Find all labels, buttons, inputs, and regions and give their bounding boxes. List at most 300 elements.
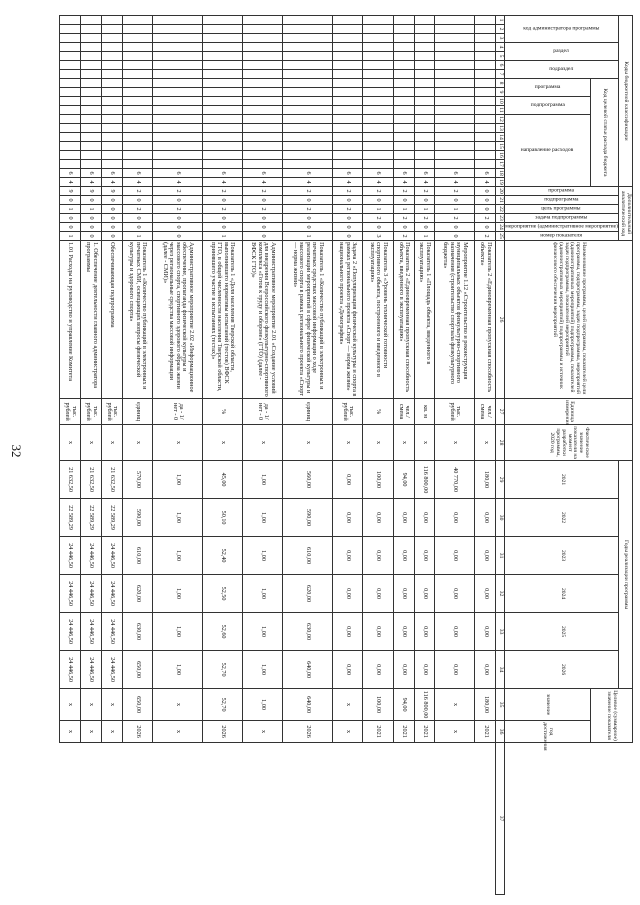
- table-row: [414, 16, 435, 895]
- code-cell: [202, 79, 242, 88]
- code-cell: [122, 88, 152, 97]
- code-cell: [122, 151, 152, 160]
- code-cell: [81, 142, 102, 151]
- table-row: [283, 16, 333, 895]
- row-year-value: 0,00: [475, 575, 496, 613]
- code-cell: [60, 79, 81, 88]
- row-actual: x: [202, 425, 242, 461]
- code-cell: [475, 43, 496, 52]
- table-row: [101, 16, 122, 895]
- code-cell: [332, 70, 362, 79]
- code-cell: 2: [435, 187, 475, 196]
- col-number: 25: [496, 232, 505, 241]
- row-year-value: 1,00: [153, 537, 203, 575]
- code-cell: [153, 34, 203, 43]
- code-cell: [243, 70, 283, 79]
- code-cell: [435, 97, 475, 106]
- code-cell: 0: [363, 196, 393, 205]
- code-cell: [243, 79, 283, 88]
- code-cell: [81, 43, 102, 52]
- code-cell: [153, 133, 203, 142]
- code-cell: [122, 61, 152, 70]
- row-year-value: 0,00: [475, 499, 496, 537]
- row-target-year: x: [435, 721, 475, 743]
- code-cell: 0: [81, 214, 102, 223]
- code-cell: [122, 160, 152, 169]
- row-unit: тыс. рублей: [81, 399, 102, 425]
- code-cell: [475, 61, 496, 70]
- row-year-value: 52,70: [202, 651, 242, 689]
- code-cell: [393, 79, 414, 88]
- code-cell: [435, 151, 475, 160]
- code-cell: [60, 61, 81, 70]
- code-cell: [101, 142, 122, 151]
- code-cell: [243, 151, 283, 160]
- code-cell: [332, 115, 362, 124]
- code-cell: [81, 52, 102, 61]
- code-cell: [332, 16, 362, 25]
- code-cell: [393, 61, 414, 70]
- row-year-value: 24 446,50: [101, 537, 122, 575]
- header-unit: Единица измерения: [505, 399, 633, 425]
- code-cell: 2: [283, 205, 333, 214]
- code-cell: [101, 70, 122, 79]
- row-year-value: 0,00: [363, 499, 393, 537]
- code-cell: [101, 79, 122, 88]
- code-cell: [202, 88, 242, 97]
- row-name: Показатель 2 «Единовременная пропускная способность объекта, введенного в эксплуатацию»: [393, 241, 414, 399]
- row-year-value: 0,00: [393, 537, 414, 575]
- code-cell: [475, 106, 496, 115]
- row-year-value: 21 632,50: [101, 461, 122, 499]
- row-year-value: 0,00: [363, 613, 393, 651]
- header-add-indicator: номер показателя: [505, 232, 619, 241]
- row-target-year: x: [101, 721, 122, 743]
- col-number: 34: [496, 651, 505, 689]
- row-year-value: 0,00: [435, 651, 475, 689]
- col-number: 15: [496, 142, 505, 151]
- code-cell: [243, 61, 283, 70]
- code-cell: [101, 97, 122, 106]
- code-cell: 2: [153, 205, 203, 214]
- code-cell: 2: [414, 214, 435, 223]
- row-year-value: 24 446,50: [60, 651, 81, 689]
- code-cell: 6: [475, 169, 496, 178]
- header-year-2023: 2023: [505, 537, 619, 575]
- code-cell: [283, 70, 333, 79]
- code-cell: 0: [243, 223, 283, 232]
- code-cell: [153, 16, 203, 25]
- header-target-year: год достижения: [505, 721, 590, 743]
- code-cell: [101, 43, 122, 52]
- code-cell: [60, 97, 81, 106]
- row-name: Показатель 3 «Уровень технической готовности спортивного объекта, построенного и введенного в эксплуатацию»: [363, 241, 393, 399]
- code-cell: [243, 25, 283, 34]
- table-row: [363, 16, 393, 895]
- row-target-value: x: [60, 689, 81, 721]
- code-cell: [202, 106, 242, 115]
- code-cell: [122, 115, 152, 124]
- code-cell: [81, 61, 102, 70]
- code-cell: [283, 79, 333, 88]
- code-cell: 2: [414, 187, 435, 196]
- row-year-value: 24 446,50: [81, 651, 102, 689]
- program-table-sheet: [64, 15, 633, 895]
- code-cell: [332, 34, 362, 43]
- code-cell: [60, 151, 81, 160]
- row-unit: чел./смена: [393, 399, 414, 425]
- header-year-2026: 2026: [505, 651, 619, 689]
- row-actual: x: [153, 425, 203, 461]
- code-cell: 6: [153, 169, 203, 178]
- code-cell: 0: [435, 223, 475, 232]
- code-cell: [60, 142, 81, 151]
- code-cell: [60, 25, 81, 34]
- code-cell: 9: [81, 187, 102, 196]
- code-cell: 0: [122, 196, 152, 205]
- row-year-value: 570,00: [122, 461, 152, 499]
- code-cell: [332, 124, 362, 133]
- code-cell: 6: [243, 169, 283, 178]
- row-year-value: 0,00: [414, 575, 435, 613]
- col-number: 30: [496, 499, 505, 537]
- code-cell: [101, 52, 122, 61]
- code-cell: 0: [81, 223, 102, 232]
- col-number: 23: [496, 214, 505, 223]
- code-cell: [81, 25, 102, 34]
- code-cell: [332, 142, 362, 151]
- row-year-value: 0,00: [475, 537, 496, 575]
- header-add-event: мероприятие (административное мероприятие): [505, 223, 619, 232]
- code-cell: [435, 133, 475, 142]
- code-cell: [101, 160, 122, 169]
- code-cell: [243, 160, 283, 169]
- code-cell: 6: [414, 169, 435, 178]
- row-target-value: x: [332, 689, 362, 721]
- code-cell: [283, 34, 333, 43]
- code-cell: [153, 124, 203, 133]
- code-cell: [243, 106, 283, 115]
- code-cell: [202, 160, 242, 169]
- code-cell: [332, 133, 362, 142]
- row-actual: x: [363, 425, 393, 461]
- row-name: 1.01 Расходы на руководство и управление Комитета: [60, 241, 81, 399]
- code-cell: [60, 106, 81, 115]
- row-year-value: 52,60: [202, 613, 242, 651]
- code-cell: 1: [60, 232, 81, 241]
- row-target-value: x: [101, 689, 122, 721]
- code-cell: [243, 115, 283, 124]
- code-cell: [363, 142, 393, 151]
- header-col-subprogram: подпрограмма: [505, 97, 590, 115]
- col-number: 35: [496, 689, 505, 721]
- code-cell: 0: [153, 196, 203, 205]
- code-cell: 0: [101, 205, 122, 214]
- code-cell: [101, 115, 122, 124]
- code-cell: [153, 151, 203, 160]
- header-target-article: Код целевой статьи расхода бюджета: [590, 79, 618, 187]
- row-target-year: 2021: [393, 721, 414, 743]
- code-cell: [101, 151, 122, 160]
- code-cell: 1: [435, 205, 475, 214]
- code-cell: 0: [393, 196, 414, 205]
- code-cell: 4: [414, 178, 435, 187]
- code-cell: [435, 52, 475, 61]
- code-cell: [153, 142, 203, 151]
- code-cell: [283, 97, 333, 106]
- col-number: 2: [496, 25, 505, 34]
- code-cell: [435, 61, 475, 70]
- row-year-value: 21 632,50: [60, 461, 81, 499]
- row-target-year: 2021: [475, 721, 496, 743]
- row-name: Показатель 2 «Единовременная пропускная способность объекта»: [475, 241, 496, 399]
- row-year-value: 560,00: [283, 461, 333, 499]
- code-cell: 6: [81, 169, 102, 178]
- row-year-value: 0,00: [414, 499, 435, 537]
- code-cell: [202, 151, 242, 160]
- code-cell: [283, 25, 333, 34]
- code-cell: 0: [101, 223, 122, 232]
- row-year-value: 590,00: [283, 499, 333, 537]
- code-cell: [122, 16, 152, 25]
- row-actual: x: [435, 425, 475, 461]
- row-year-value: 22 589,29: [60, 499, 81, 537]
- code-cell: 6: [332, 169, 362, 178]
- code-cell: [435, 88, 475, 97]
- header-year-2021: 2021: [505, 461, 619, 499]
- code-cell: [435, 115, 475, 124]
- code-cell: 0: [81, 196, 102, 205]
- code-cell: [202, 25, 242, 34]
- row-name: Административное мероприятие 2.01 «Создание условий для внедрения Всероссийского физкультурно-спортивного комплекса «Готов к труду и обороне» (ГТО) (далее - ВФСК ГТО)»: [243, 241, 283, 399]
- code-cell: 6: [122, 169, 152, 178]
- code-cell: [81, 97, 102, 106]
- code-cell: 0: [122, 214, 152, 223]
- code-cell: [414, 43, 435, 52]
- code-cell: [363, 88, 393, 97]
- code-cell: 1: [283, 232, 333, 241]
- code-cell: [122, 70, 152, 79]
- code-cell: [81, 115, 102, 124]
- code-cell: [122, 34, 152, 43]
- code-cell: [153, 25, 203, 34]
- header-col-admin: код администратора программы: [505, 16, 619, 43]
- code-cell: 6: [202, 169, 242, 178]
- code-cell: 4: [363, 178, 393, 187]
- row-unit: да - 1/ нет - 0: [153, 399, 203, 425]
- code-cell: 0: [332, 214, 362, 223]
- code-cell: [81, 124, 102, 133]
- code-cell: 1: [414, 232, 435, 241]
- code-cell: 2: [363, 187, 393, 196]
- code-cell: 4: [332, 178, 362, 187]
- code-cell: [414, 61, 435, 70]
- code-cell: [475, 88, 496, 97]
- code-cell: 2: [363, 214, 393, 223]
- code-cell: 2: [122, 205, 152, 214]
- header-name: Наименование программы, целей программы, показателей цели программы, подпрограммы, задач подпрограммы, мероприятий (административных мероприятий) подпрограммы, показателей задач подпрограммы, показателей мероприятий (административных мероприятий) подпрограммы и источник финансового обеспечения мероприятий: [505, 241, 633, 399]
- row-year-value: 650,00: [122, 651, 152, 689]
- code-cell: [414, 52, 435, 61]
- row-year-value: 0,00: [414, 613, 435, 651]
- code-cell: [393, 106, 414, 115]
- code-cell: 6: [363, 169, 393, 178]
- col-number: 6: [496, 61, 505, 70]
- code-cell: [475, 97, 496, 106]
- code-cell: 1: [414, 205, 435, 214]
- code-cell: [202, 133, 242, 142]
- header-add-program: программа: [505, 187, 619, 196]
- code-cell: 9: [101, 187, 122, 196]
- header-actual: Фактическое значение показателя на момент разработки программы, 2020 год: [505, 425, 633, 461]
- row-year-value: 0,00: [475, 651, 496, 689]
- code-cell: 0: [101, 214, 122, 223]
- code-cell: [363, 52, 393, 61]
- code-cell: [393, 25, 414, 34]
- code-cell: 0: [243, 196, 283, 205]
- code-cell: [332, 88, 362, 97]
- row-actual: x: [60, 425, 81, 461]
- row-year-value: 0,00: [363, 651, 393, 689]
- row-target-value: 116 800,00: [414, 689, 435, 721]
- row-year-value: 52,50: [202, 575, 242, 613]
- code-cell: 0: [243, 214, 283, 223]
- row-actual: x: [283, 425, 333, 461]
- code-cell: [153, 79, 203, 88]
- row-unit: тыс. рублей: [101, 399, 122, 425]
- code-cell: [414, 124, 435, 133]
- code-cell: 2: [393, 232, 414, 241]
- code-cell: [332, 160, 362, 169]
- row-year-value: 0,00: [363, 537, 393, 575]
- code-cell: [283, 115, 333, 124]
- row-name: Показатель 1 «Количество публикаций в электронных и печатных СМИ, освещающих вопросы физической культуры и здорового спорта»: [122, 241, 152, 399]
- col-number: 10: [496, 97, 505, 106]
- row-year-value: 0,00: [435, 613, 475, 651]
- table-row: [393, 16, 414, 895]
- code-cell: [475, 70, 496, 79]
- code-cell: [363, 43, 393, 52]
- row-year-value: 630,00: [283, 613, 333, 651]
- code-cell: [153, 160, 203, 169]
- row-actual: x: [393, 425, 414, 461]
- row-name: Обеспечивающая подпрограмма: [101, 241, 122, 399]
- code-cell: 2: [475, 214, 496, 223]
- row-year-value: 24 446,50: [81, 575, 102, 613]
- row-year-value: 24 446,50: [81, 537, 102, 575]
- row-unit: %: [363, 399, 393, 425]
- row-year-value: 0,00: [393, 575, 414, 613]
- code-cell: [414, 142, 435, 151]
- col-number: 17: [496, 160, 505, 169]
- code-cell: [122, 25, 152, 34]
- row-name: Задача 2 «Популяризация физической культуры и спорта в рамках регионального проекта «Спорт — норма жизни» национального проекта «Демография»: [332, 241, 362, 399]
- row-year-value: 0,00: [332, 613, 362, 651]
- code-cell: [475, 34, 496, 43]
- code-cell: [243, 133, 283, 142]
- row-year-value: 1,00: [243, 461, 283, 499]
- code-cell: 0: [332, 232, 362, 241]
- header-add-subprogram: подпрограмма: [505, 196, 619, 205]
- code-cell: 4: [153, 178, 203, 187]
- code-cell: [283, 142, 333, 151]
- code-cell: [363, 106, 393, 115]
- code-cell: [60, 43, 81, 52]
- code-cell: 1: [60, 205, 81, 214]
- code-cell: 1: [363, 205, 393, 214]
- code-cell: [475, 52, 496, 61]
- code-cell: [475, 79, 496, 88]
- row-year-value: 0,00: [332, 499, 362, 537]
- row-year-value: 24 446,50: [101, 575, 122, 613]
- header-col-direction: направление расходов: [505, 115, 590, 187]
- code-cell: [393, 88, 414, 97]
- row-year-value: 22 589,29: [81, 499, 102, 537]
- code-cell: 0: [393, 223, 414, 232]
- row-year-value: 0,00: [435, 575, 475, 613]
- code-cell: [283, 88, 333, 97]
- code-cell: [101, 25, 122, 34]
- col-number: 33: [496, 613, 505, 651]
- code-cell: 2: [393, 187, 414, 196]
- code-cell: [81, 151, 102, 160]
- code-cell: [393, 151, 414, 160]
- code-cell: 2: [475, 232, 496, 241]
- row-year-value: 0,00: [393, 499, 414, 537]
- code-cell: 4: [393, 178, 414, 187]
- code-cell: [101, 133, 122, 142]
- row-target-year: x: [81, 721, 102, 743]
- col-number: 7: [496, 70, 505, 79]
- col-number: 37: [496, 743, 505, 895]
- code-cell: [363, 97, 393, 106]
- row-target-year: x: [60, 721, 81, 743]
- col-number: 24: [496, 223, 505, 232]
- code-cell: [393, 133, 414, 142]
- code-cell: [414, 97, 435, 106]
- row-year-value: 22 589,29: [101, 499, 122, 537]
- row-year-value: 620,00: [283, 575, 333, 613]
- code-cell: 6: [283, 169, 333, 178]
- col-number: 16: [496, 151, 505, 160]
- table-body: [60, 16, 496, 895]
- code-cell: [243, 97, 283, 106]
- header-add-goal: цель программы: [505, 205, 619, 214]
- code-cell: [202, 142, 242, 151]
- row-year-value: 0,00: [475, 613, 496, 651]
- code-cell: 4: [283, 178, 333, 187]
- code-cell: 2: [202, 205, 242, 214]
- code-cell: 0: [202, 196, 242, 205]
- code-cell: 0: [243, 232, 283, 241]
- row-target-value: 52,70: [202, 689, 242, 721]
- code-cell: [153, 52, 203, 61]
- code-cell: 4: [243, 178, 283, 187]
- code-cell: [332, 52, 362, 61]
- code-cell: [202, 34, 242, 43]
- col-number: 1: [496, 16, 505, 25]
- code-cell: 1: [122, 232, 152, 241]
- code-cell: [414, 115, 435, 124]
- code-cell: [332, 61, 362, 70]
- code-cell: [202, 97, 242, 106]
- row-year-value: 0,00: [332, 537, 362, 575]
- table-row: [475, 16, 496, 895]
- code-cell: [393, 52, 414, 61]
- row-target-value: 180,00: [475, 689, 496, 721]
- row-year-value: 21 632,50: [81, 461, 102, 499]
- row-target-value: 650,00: [122, 689, 152, 721]
